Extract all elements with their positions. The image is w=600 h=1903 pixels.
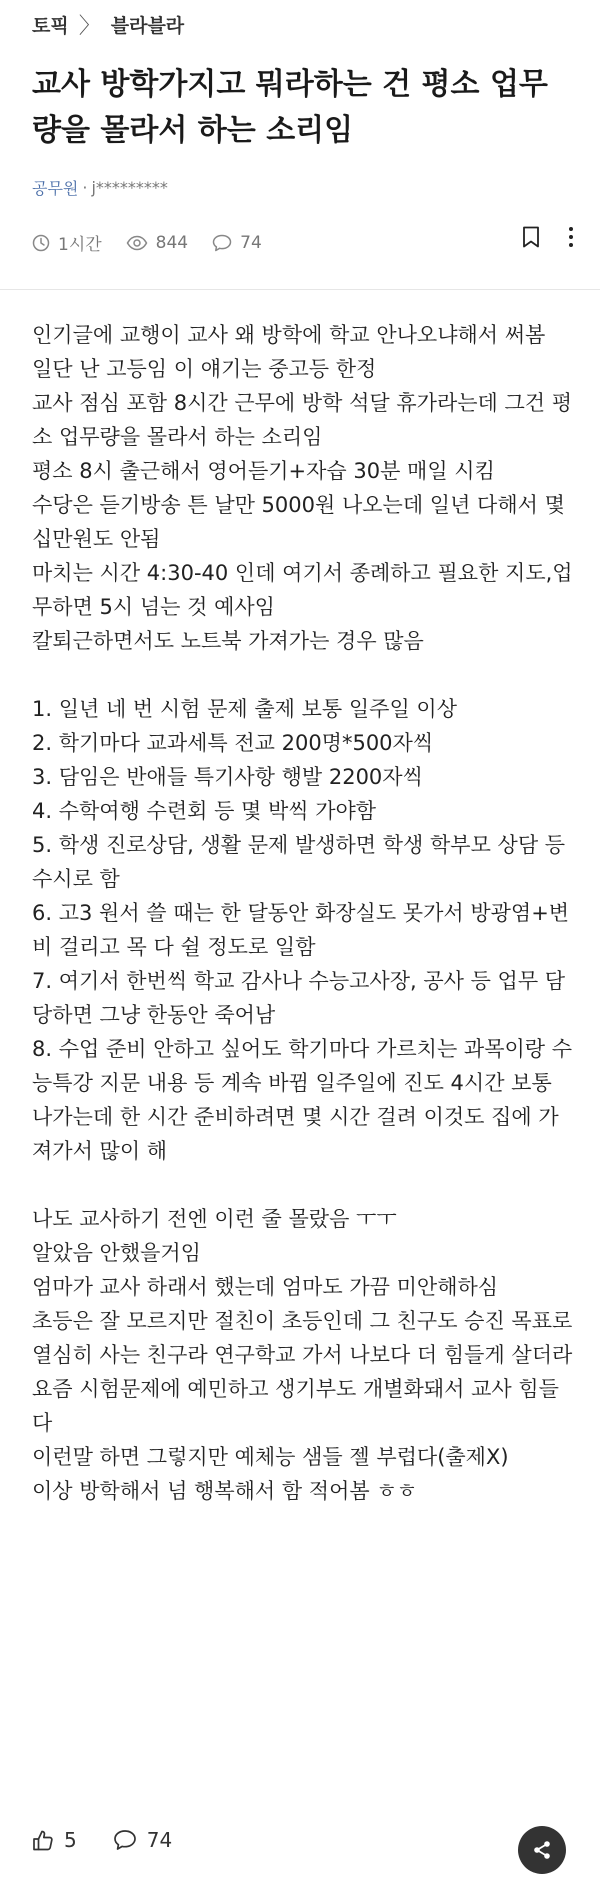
post-footer (32, 1828, 172, 1852)
body-line: 이상 방학해서 넘 행복해서 함 적어봄 ㅎㅎ (32, 1479, 417, 1503)
like-button[interactable] (32, 1828, 77, 1852)
share-button[interactable] (518, 1826, 566, 1874)
views-count: 844 (155, 232, 189, 253)
body-line: 엄마가 교사 하래서 했는데 엄마도 가끔 미안해하심 (32, 1275, 499, 1299)
more-vertical-icon[interactable] (568, 226, 574, 248)
body-line: 마치는 시간 4:30-40 인데 여기서 종례하고 필요한 지도,업무하면 5시 넘는 것 예사임 (32, 561, 573, 619)
body-line: 수당은 듣기방송 튼 날만 5000원 나오는데 일년 다해서 몇십만원도 안됨 (32, 493, 565, 551)
comment-button[interactable] (113, 1828, 172, 1852)
list-item: 1. 일년 네 번 시험 문제 출제 보통 일주일 이상 (32, 697, 457, 721)
body-line: 교사 점심 포함 8시간 근무에 방학 석달 휴가라는데 그건 평소 업무량을 몰라서 하는 소리임 (32, 391, 573, 449)
post-title: 교사 방학가지고 뭐라하는 건 평소 업무량을 몰라서 하는 소리임 (32, 67, 548, 148)
blank-line (32, 1168, 577, 1202)
author-nickname: j********* (91, 178, 168, 197)
comments-count: 74 (240, 232, 262, 253)
post-body (32, 318, 577, 1508)
body-line: 초등은 잘 모르지만 절친이 초등인데 그 친구도 승진 목표로 열심히 사는 친구라 연구학교 가서 나보다 더 힘들게 살더라 (32, 1309, 573, 1367)
post-actions (522, 226, 574, 248)
breadcrumb (32, 8, 184, 40)
chevron-right-icon: 〉 (78, 13, 101, 39)
author-info (32, 176, 168, 199)
breadcrumb-board[interactable]: 블라블라 (110, 14, 185, 37)
clock-icon (32, 234, 50, 252)
post-time (32, 230, 102, 255)
post-comments[interactable] (212, 233, 262, 253)
blank-line (32, 658, 577, 692)
body-line: 평소 8시 출근해서 영어듣기+자습 30분 매일 시킴 (32, 459, 495, 483)
list-item: 3. 담임은 반애들 특기사항 행발 2200자씩 (32, 765, 423, 789)
list-item: 8. 수업 준비 안하고 싶어도 학기마다 가르치는 과목이랑 수능특강 지문 내용 등 계속 바뀜 일주일에 진도 4시간 보통 나가는데 한 시간 준비하려면 몇 시간 걸려 이것도 집에 가져가서 많이 해 (32, 1037, 573, 1163)
author-company[interactable]: 공무원 (32, 179, 79, 198)
comment-icon (113, 1829, 137, 1851)
footer-comment-count: 74 (146, 1828, 173, 1852)
time-label: 1시간 (58, 235, 102, 255)
list-item: 7. 여기서 한번씩 학교 감사나 수능고사장, 공사 등 업무 담당하면 그냥 한동안 죽어남 (32, 969, 566, 1027)
comment-icon (212, 234, 232, 252)
body-line: 나도 교사하기 전엔 이런 줄 몰랐음 ㅜㅜ (32, 1207, 397, 1231)
list-item: 4. 수학여행 수련회 등 몇 박씩 가야함 (32, 799, 377, 823)
list-item: 5. 학생 진로상담, 생활 문제 발생하면 학생 학부모 상담 등 수시로 함 (32, 833, 566, 891)
list-item: 6. 고3 원서 쓸 때는 한 달동안 화장실도 못가서 방광염+변비 걸리고 목 다 쉴 정도로 일함 (32, 901, 570, 959)
post-stats (32, 230, 262, 255)
body-line: 인기글에 교행이 교사 왜 방학에 학교 안나오냐해서 써봄 (32, 323, 546, 347)
post-views (126, 233, 188, 253)
body-line: 칼퇴근하면서도 노트북 가져가는 경우 많음 (32, 629, 424, 653)
bookmark-icon[interactable] (522, 226, 540, 248)
body-line: 알았음 안했을거임 (32, 1241, 201, 1265)
share-icon (531, 1839, 553, 1861)
header-divider (0, 289, 600, 290)
body-line: 이런말 하면 그렇지만 예체능 샘들 젤 부럽다(출제X) (32, 1445, 509, 1469)
author-separator: · (82, 178, 88, 197)
body-line: 요즘 시험문제에 예민하고 생기부도 개별화돼서 교사 힘들다 (32, 1377, 559, 1435)
eye-icon (126, 235, 148, 251)
thumbs-up-icon (32, 1829, 54, 1851)
body-line: 일단 난 고등임 이 얘기는 중고등 한정 (32, 357, 377, 381)
list-item: 2. 학기마다 교과세특 전교 200명*500자씩 (32, 731, 434, 755)
breadcrumb-topic[interactable]: 토픽 (32, 14, 69, 37)
like-count: 5 (64, 1828, 77, 1852)
